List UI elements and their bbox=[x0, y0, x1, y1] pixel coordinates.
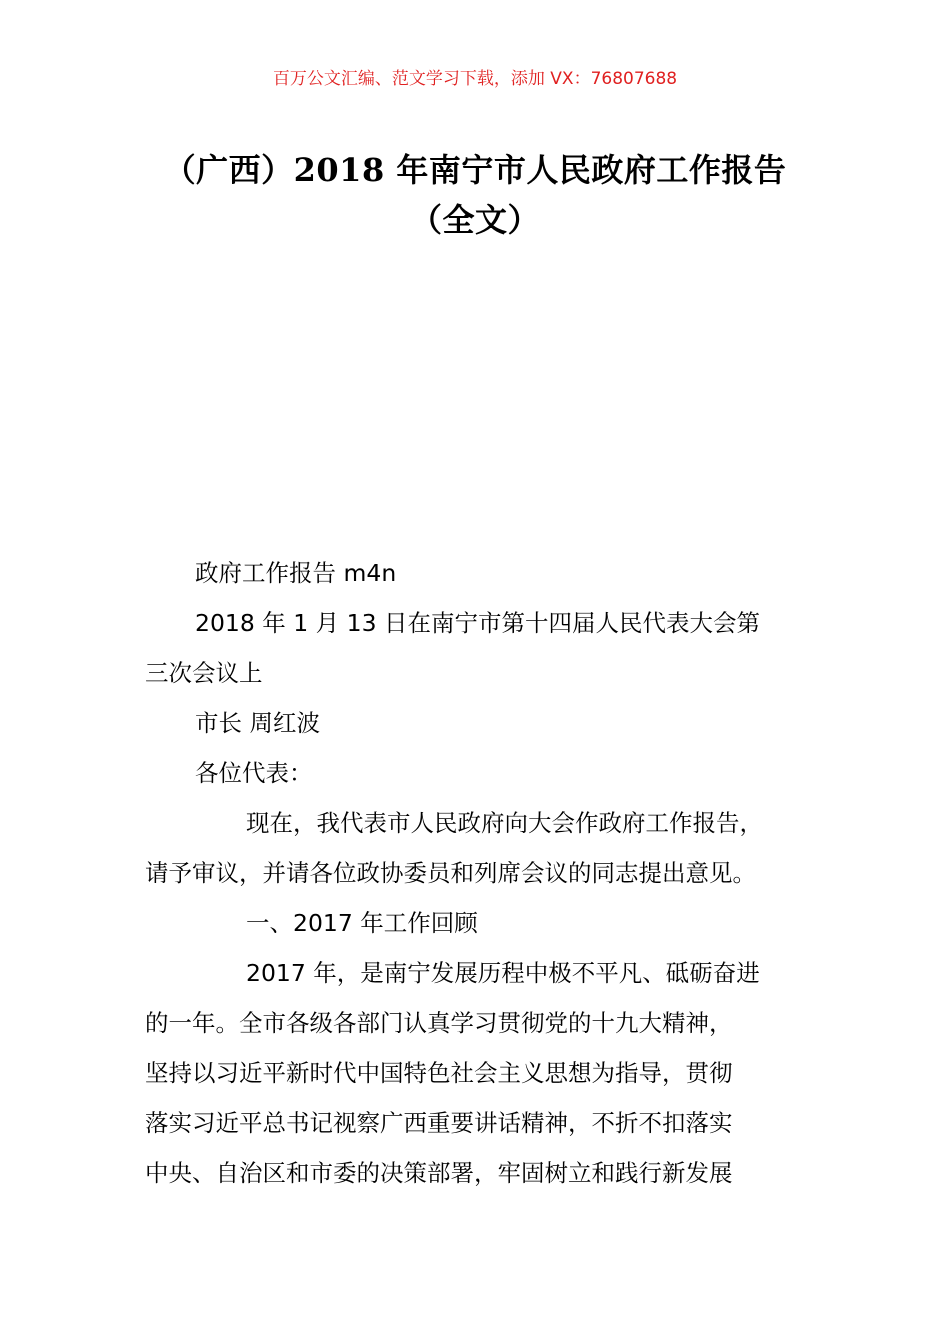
text-line: 各位代表： bbox=[195, 759, 313, 787]
document-title-line-1: （广西）2018 年南宁市人民政府工作报告 bbox=[163, 151, 787, 189]
text-line: 的一年。全市各级各部门认真学习贯彻党的十九大精神， bbox=[145, 1009, 733, 1037]
text-line: 坚持以习近平新时代中国特色社会主义思想为指导，贯彻 bbox=[145, 1059, 733, 1087]
text-line: 请予审议，并请各位政协委员和列席会议的同志提出意见。 bbox=[145, 859, 756, 887]
text-line: 现在，我代表市人民政府向大会作政府工作报告， bbox=[246, 809, 763, 837]
text-line: 一、2017 年工作回顾 bbox=[246, 909, 478, 937]
text-line: 三次会议上 bbox=[145, 659, 263, 687]
text-line: 2017 年，是南宁发展历程中极不平凡、砥砺奋进 bbox=[246, 959, 760, 987]
header-banner: 百万公文汇编、范文学习下载，添加 VX：76807688 bbox=[272, 69, 678, 89]
text-line: 2018 年 1 月 13 日在南宁市第十四届人民代表大会第 bbox=[195, 609, 761, 637]
text-line: 中央、自治区和市委的决策部署，牢固树立和践行新发展 bbox=[145, 1159, 733, 1187]
text-line: 政府工作报告 m4n bbox=[195, 559, 397, 587]
document-title-line-2: （全文） bbox=[409, 201, 540, 239]
text-line: 市长 周红波 bbox=[195, 709, 320, 737]
text-line: 落实习近平总书记视察广西重要讲话精神，不折不扣落实 bbox=[145, 1109, 733, 1137]
